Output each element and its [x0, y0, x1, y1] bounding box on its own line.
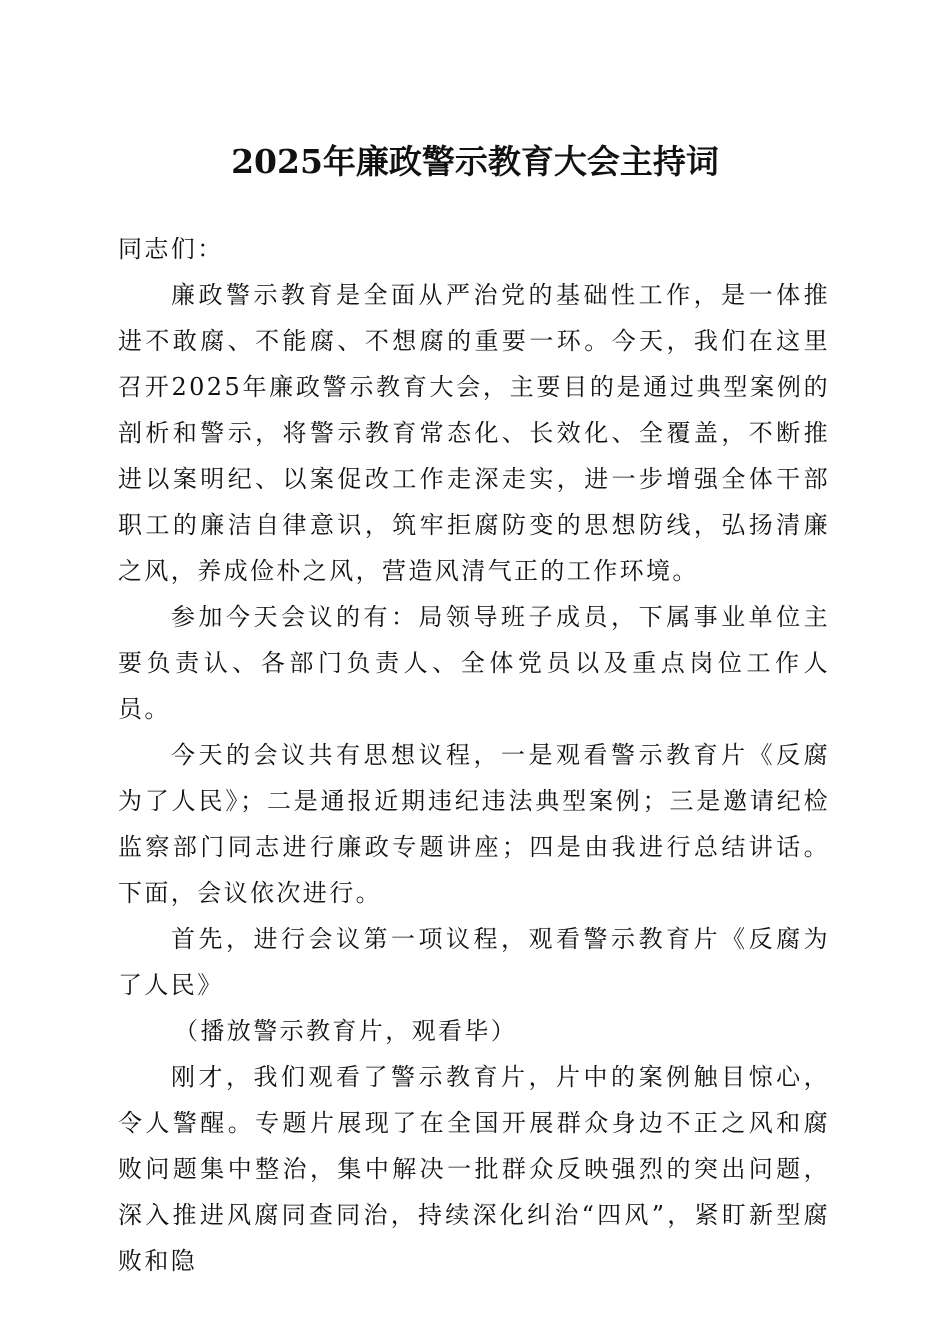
paragraph: 参加今天会议的有：局领导班子成员，下属事业单位主要负责认、各部门负责人、全体党员以及重点岗位工作人员。 [118, 603, 830, 723]
paragraph: 刚才，我们观看了警示教育片，片中的案例触目惊心，令人警醒。专题片展现了在全国开展群众身边不正之风和腐败问题集中整治，集中解决一批群众反映强烈的突出问题，深入推进风腐同查同治，持续深化纠治“四风”，紧盯新型腐败和隐 [118, 1063, 830, 1275]
document-body [118, 226, 830, 1284]
paragraph: 首先，进行会议第一项议程，观看警示教育片《反腐为了人民》 [118, 925, 830, 999]
paragraph: 廉政警示教育是全面从严治党的基础性工作，是一体推进不敢腐、不能腐、不想腐的重要一环。今天，我们在这里召开2025年廉政警示教育大会，主要目的是通过典型案例的剖析和警示，将警示教育常态化、长效化、全覆盖，不断推进以案明纪、以案促改工作走深走实，进一步增强全体干部职工的廉洁自律意识，筑牢拒腐防变的思想防线，弘扬清廉之风，养成俭朴之风，营造风清气正的工作环境。 [118, 281, 830, 585]
document-title: 2025年廉政警示教育大会主持词 [231, 142, 719, 181]
paragraph: 今天的会议共有思想议程，一是观看警示教育片《反腐为了人民》；二是通报近期违纪违法典型案例；三是邀请纪检监察部门同志进行廉政专题讲座；四是由我进行总结讲话。下面，会议依次进行。 [118, 741, 830, 907]
stage-direction: （播放警示教育片，观看毕） [174, 1017, 518, 1045]
greeting: 同志们： [118, 235, 224, 263]
